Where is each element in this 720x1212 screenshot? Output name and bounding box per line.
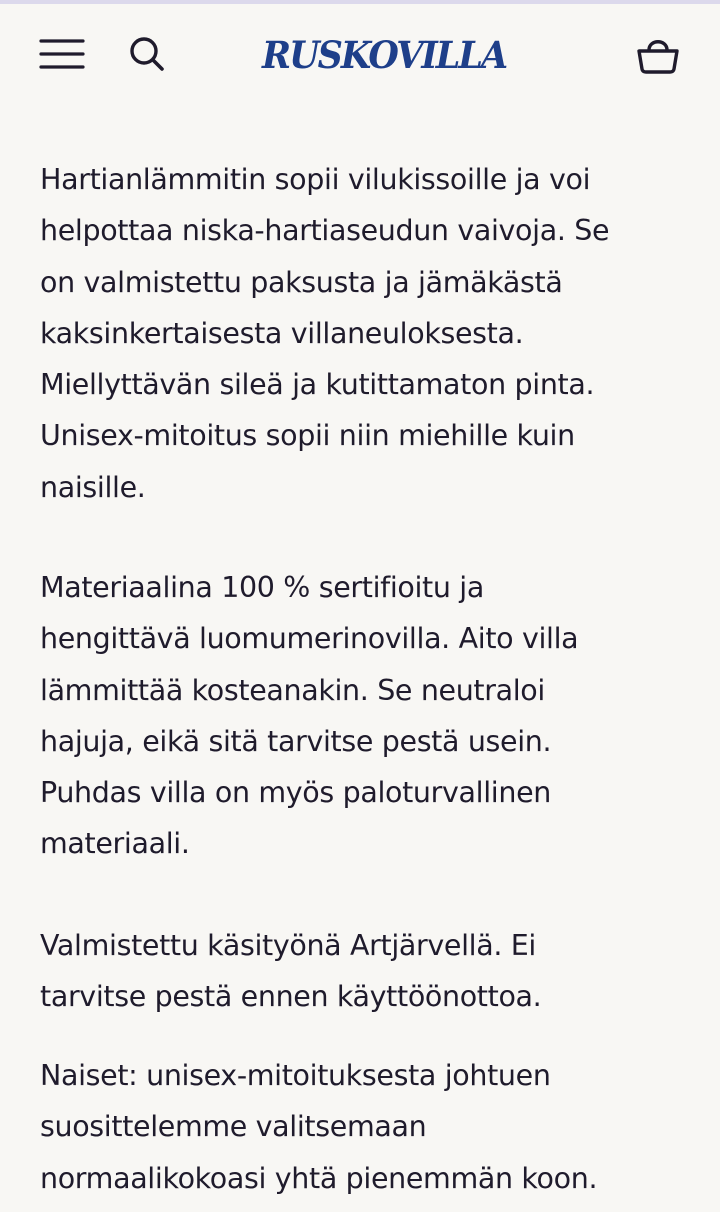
- site-header: [0, 4, 720, 104]
- cart-button[interactable]: [628, 28, 688, 80]
- hamburger-menu-icon: [39, 37, 85, 71]
- description-paragraph: Materiaalina 100 % sertifioitu ja hengittävä luomumerinovilla. Aito villa lämmittää kosteanakin. Se neutraloi hajuja, eikä sitä tarvitse pestä usein. Puhdas villa on myös paloturvallinen materiaali.: [40, 571, 579, 861]
- description-paragraph: Valmistettu käsityönä Artjärvellä. Ei tarvitse pestä ennen käyttöönottoa.: [40, 929, 542, 1014]
- sizing-note: Naiset: unisex-mitoituksesta johtuen suosittelemme valitsemaan normaalikokoasi yhtä pienemmän koon.: [40, 1059, 598, 1195]
- description-paragraph: Hartianlämmitin sopii vilukissoille ja voi helpottaa niska-hartiaseudun vaivoja. Se on valmistettu paksusta ja jämäkästä kaksinkertaisesta villaneuloksesta. Miellyttävän sileä ja kutittamaton pinta. Unisex-mitoitus sopii niin miehille kuin naisille.: [40, 163, 610, 504]
- logo-text: RUSKOVILLA: [262, 32, 507, 78]
- search-icon: [128, 35, 166, 73]
- menu-button[interactable]: [32, 30, 92, 78]
- cart-basket-icon: [636, 34, 680, 74]
- search-button[interactable]: [120, 28, 174, 80]
- ruskovilla-logo[interactable]: [262, 30, 507, 80]
